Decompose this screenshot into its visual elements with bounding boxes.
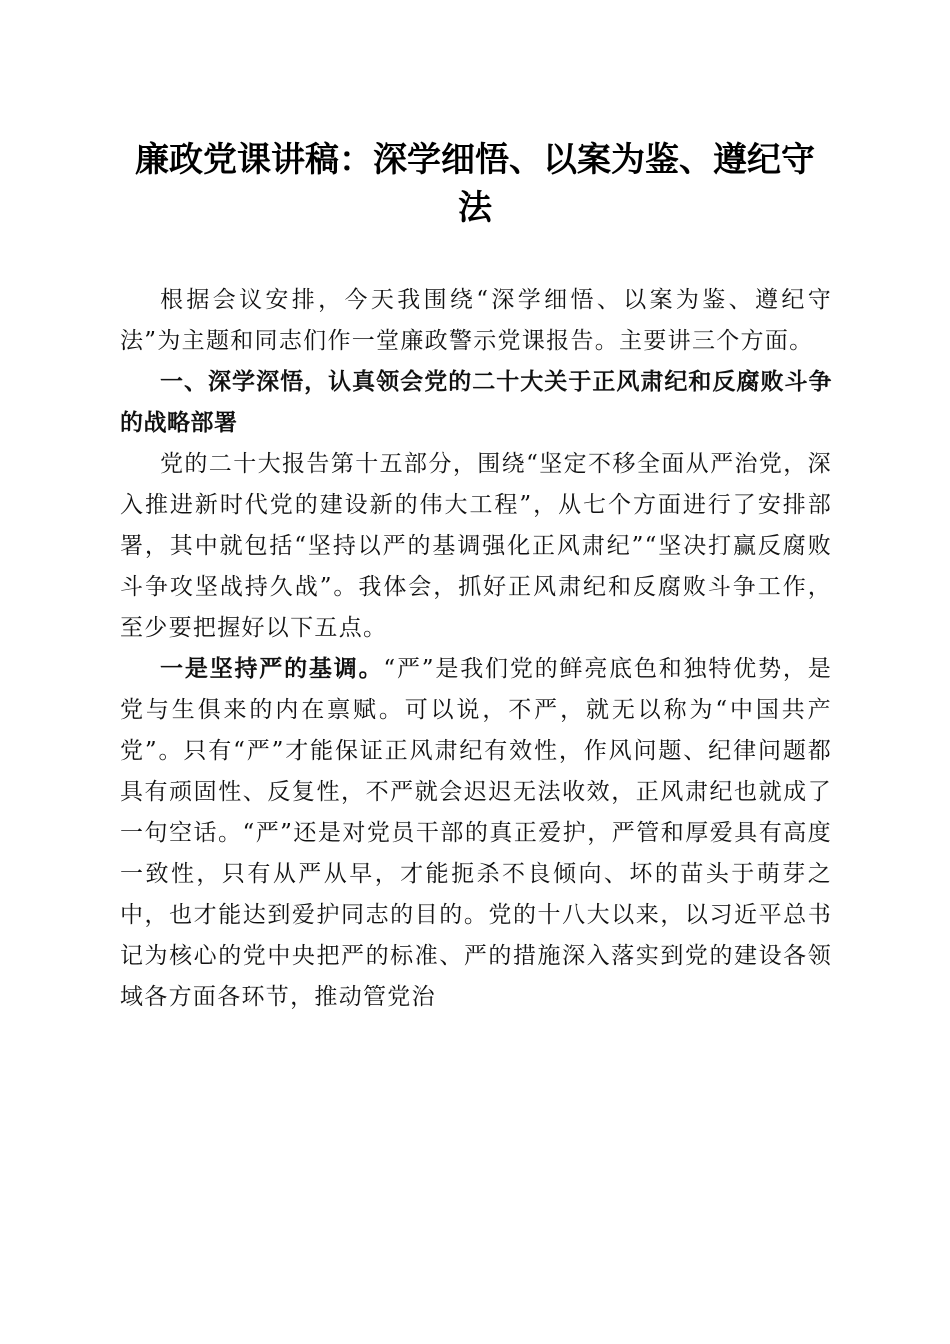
- title-line-2: 法: [458, 188, 492, 228]
- intro-paragraph: 根据会议安排，今天我围绕“深学细悟、以案为鉴、遵纪守法”为主题和同志们作一堂廉政警示党课报告。主要讲三个方面。: [120, 287, 832, 354]
- section-1-heading: 一、深学深悟，认真领会党的二十大关于正风肃纪和反腐败斗争的战略部署: [120, 369, 832, 436]
- document-title: [110, 136, 840, 232]
- point-1-paragraph: [120, 649, 832, 1018]
- point-1-body: “严”是我们党的鲜亮底色和独特优势，是党与生俱来的内在禀赋。可以说，不严，就无以称为“中国共产党”。只有“严”才能保证正风肃纪有效性，作风问题、纪律问题都具有顽固性、反复性，不严就会迟迟无法收效，正风肃纪也就成了一句空话。“严”还是对党员干部的真正爱护，严管和厚爱具有高度一致性，只有从严从早，才能扼杀不良倾向、坏的苗头于萌芽之中，也才能达到爱护同志的目的。党的十八大以来，以习近平总书记为核心的党中央把严的标准、严的措施深入落实到党的建设各领域各方面各环节，推动管党治: [120, 656, 833, 1010]
- document-body: [120, 280, 832, 1018]
- title-line-1: 廉政党课讲稿：深学细悟、以案为鉴、遵纪守: [135, 140, 815, 180]
- section-1-paragraph: 党的二十大报告第十五部分，围绕“坚定不移全面从严治党，深入推进新时代党的建设新的伟大工程”，从七个方面进行了安排部署，其中就包括“坚持以严的基调强化正风肃纪”“坚决打赢反腐败斗争攻坚战持久战”。我体会，抓好正风肃纪和反腐败斗争工作，至少要把握好以下五点。: [120, 451, 832, 641]
- point-1-lead: 一是坚持严的基调。: [160, 656, 384, 682]
